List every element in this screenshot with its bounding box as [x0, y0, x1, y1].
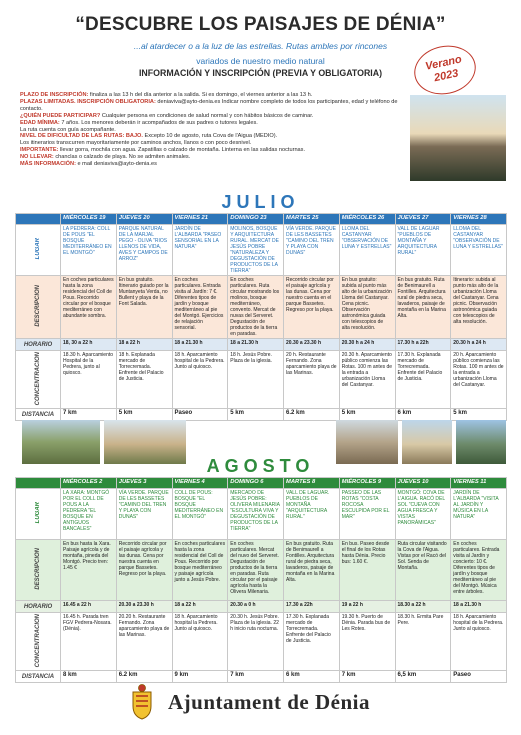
- agosto-descripcion-cell: Recorrido circular por el paisaje agrícola y las dunas. Cena por nuestra cuenta en parque Bassetes. Regreso por la playa.: [116, 540, 172, 601]
- info-line: [20, 120, 400, 127]
- info-value: e mail deniaviva@ayto-denia.es: [75, 161, 157, 168]
- julio-concentracion-cell: 20.30 h. Aparcamiento público comienza las Rotas. 100 m antes de la entrada a urbanización Lloma del Castanyar.: [339, 351, 395, 409]
- julio-row-lugar: [16, 225, 507, 276]
- julio-horario-cell: 18, 30 a 22 h: [61, 339, 117, 351]
- agosto-concentracion-cell: 18 h. Aparcamiento hospital de la Pedrera. Junto al quiosco.: [451, 613, 507, 671]
- info-value: Los itinerarios transcurren mayoritariamente por caminos anchos, llanos o con poco desnivel.: [20, 140, 252, 147]
- agosto-lugar-cell: MONTGÓ: COVA DE L'AIGUA. RACÓ DEL SOL "CUEVA CON AGUA FRESCA Y VISTAS PANORÁMICAS": [395, 489, 451, 540]
- julio-distancia-cell: Paseo: [172, 409, 228, 421]
- agosto-row-distancia: [16, 671, 507, 683]
- row-label-text: CONCENTRACIÓN: [35, 352, 41, 406]
- row-label: [16, 276, 61, 339]
- row-label-text: DISTANCIA: [21, 673, 55, 680]
- julio-horario-cell: 20.30 a 23.30 h: [284, 339, 340, 351]
- agosto-distancia-cell: 7 km: [228, 671, 284, 683]
- agosto-horario-cell: 20.30 a 23.30 h: [116, 601, 172, 613]
- julio-lugar-cell: VALL DE LAGUAR "PUEBLOS DE MONTAÑA Y ARQUITECTURA RURAL": [395, 225, 451, 276]
- row-label-text: CONCENTRACIÓN: [35, 614, 41, 668]
- agosto-distancia-cell: 8 km: [61, 671, 117, 683]
- agosto-lugar-cell: JARDÍN DE L'ALBARDA "VISITA AL JARDÍN Y MÚSICA EN LA NATURA": [451, 489, 507, 540]
- julio-horario-cell: 18 a 21.30 h: [172, 339, 228, 351]
- agosto-days-cell: MIÉRCOLES 2: [61, 478, 117, 489]
- row-label: [16, 351, 61, 409]
- julio-concentracion-cell: 20 h. Restaurante Fernando. Zona aparcamiento playa de las Marinas.: [284, 351, 340, 409]
- agosto-descripcion-cell: Ruta circular visitando la Cova de l'Aigua. Vistas por el Racó del Sol. Senda de Montaña.: [395, 540, 451, 601]
- julio-distancia-cell: 5 km: [116, 409, 172, 421]
- julio-days-cell: MIÉRCOLES 26: [339, 214, 395, 225]
- julio-distancia-cell: 5 km: [451, 409, 507, 421]
- julio-concentracion-cell: 18.30 h. Aparcamiento Hospital de la Pedrera, junto al quiosco.: [61, 351, 117, 409]
- info-block: [20, 92, 400, 168]
- julio-distancia-cell: 6.2 km: [284, 409, 340, 421]
- julio-horario-cell: 20.30 h a 24 h: [339, 339, 395, 351]
- agosto-distancia-cell: Paseo: [451, 671, 507, 683]
- julio-lugar-cell: VÍA VERDE. PARQUE DE LES BASSETES "CAMINO DEL TREN Y PLAYA CON DUNAS": [284, 225, 340, 276]
- info-value: Cualquier persona en condiciones de salud normal y con hábitos básicos de caminar.: [100, 112, 314, 119]
- month-julio-heading: JULIO: [221, 192, 300, 212]
- agosto-row-concentracion: [16, 613, 507, 671]
- agosto-days-cell: MARTES 8: [284, 478, 340, 489]
- julio-horario-cell: 18 a 21.30 h: [228, 339, 284, 351]
- page-title: “DESCUBRE LOS PAISAJES DE DÉNIA”: [75, 14, 446, 35]
- julio-row-concentracion: [16, 351, 507, 409]
- julio-days-cell: VIERNES 21: [172, 214, 228, 225]
- agosto-descripcion-cell: En bus hasta la Xara. Paisaje agrícola y de montaña, pineda del Montgó. Precio tren: 1.45 €: [61, 540, 117, 601]
- info-line: [20, 99, 400, 113]
- info-key: IMPORTANTE:: [20, 147, 59, 154]
- julio-concentracion-cell: 18 h. Explanada mercado de Torrecremada. Enfrente del Palacio de Justicia.: [116, 351, 172, 409]
- julio-distancia-cell: 5 km: [339, 409, 395, 421]
- julio-lugar-cell: JARDÍN DE L'ALBARDA "PASEO SENSORIAL EN LA NATURA": [172, 225, 228, 276]
- julio-concentracion-cell: 18 h. Aparcamiento hospital de la Pedrera. Junto al quiosco.: [172, 351, 228, 409]
- agosto-distancia-cell: 6,5 km: [395, 671, 451, 683]
- julio-days-cell: DOMINGO 23: [228, 214, 284, 225]
- agosto-descripcion-cell: En bus gratuito. Ruta de Benimaurell a Fontilles. Arquitectura rural de piedra seca, lavaderos, paisaje de montaña en la Marina Alta.: [284, 540, 340, 601]
- agosto-row-lugar: [16, 489, 507, 540]
- julio-descripcion-cell: Recorrido circular por el paisaje agrícola y las dunas. Cena por nuestro cuenta en el parque Bassetes. Regreso por la playa.: [284, 276, 340, 339]
- julio-descripcion-cell: En coches particulares hasta la zona residencial del Coll de Pous. Recorrido circular por el bosque mediterráneo con abundante sombra.: [61, 276, 117, 339]
- julio-distancia-cell: 6 km: [395, 409, 451, 421]
- info-key: MÁS INFORMACIÓN:: [20, 161, 76, 168]
- info-line: [20, 147, 400, 154]
- agosto-days-cell: DOMINGO 6: [228, 478, 284, 489]
- row-label: [16, 225, 61, 276]
- julio-horario-cell: 20.30 h a 24 h: [451, 339, 507, 351]
- info-value: La ruta cuenta con guía acompañante.: [20, 126, 116, 133]
- agosto-concentracion-cell: 16.45 h. Parada tren FGV Pedrera-Nosara. (Dénia).: [61, 613, 117, 671]
- julio-lugar-cell: MOLINOS, BOSQUE Y ARQUITECTURA RURAL. MERCAT DE JESÚS POBRE "NATURALEZA Y DEGUSTACIÓN DE PRODUCTOS DE LA TIERRA": [228, 225, 284, 276]
- julio-concentracion-cell: 20 h. Aparcamiento público comienza las Rotas. 100 m antes de la entrada a urbanización Lloma del Castanyar.: [451, 351, 507, 409]
- agosto-days-cell: JUEVES 10: [395, 478, 451, 489]
- julio-row-descripcion: [16, 276, 507, 339]
- info-key: ¿QUIÉN PUEDE PARTICIPAR?: [20, 112, 101, 119]
- info-line: [20, 161, 400, 168]
- agosto-horario-cell: 19 a 22 h: [339, 601, 395, 613]
- julio-concentracion-cell: 17.30 h. Explanada mercado de Torrecremada. Enfrente del Palacio de Justicia.: [395, 351, 451, 409]
- info-value: deniaviva@ayto-denia.es Indicar nombre completo de todos los participantes, edad y teléfono de contacto.: [20, 98, 398, 112]
- info-key: PLAZAS LIMITADAS. INSCRIPCIÓN OBLIGATORIA:: [20, 98, 156, 105]
- agosto-days-cell: VIERNES 4: [172, 478, 228, 489]
- info-value: finaliza a las 13 h del día anterior a la salida. Si es domingo, el viernes anterior a las 13 h.: [88, 92, 313, 98]
- row-label: [16, 540, 61, 601]
- julio-days-cell: JUEVES 27: [395, 214, 451, 225]
- agosto-lugar-cell: VALL DE LAGUAR. PUEBLOS DE MONTAÑA "ARQUITECTURA RURAL": [284, 489, 340, 540]
- agosto-descripcion-cell: En coches particulares. Entrada visita al Jardín y concierto: 10 €. Diferentes tipos de jardín y bosque mediterráneo al pie del Montgó. Música entre árboles.: [451, 540, 507, 601]
- info-value: 7 años. Los menores deberán ir acompañados de sus padres o tutores legales.: [59, 119, 258, 126]
- info-line: [20, 140, 400, 147]
- agosto-descripcion-cell: En coches particulares. Mercat del nuvo del Serveret. Degustación de productos de la tierra en paradas. Ruta circular por el paisaje agrícola hasta la Olivera Milenaria.: [228, 540, 284, 601]
- julio-descripcion-cell: En bus gratuito: subida al punto más alto de la urbanización Lloma del Castanyar. Cena picnic. Observación astronómica guiada con telescopios de alta resolución.: [339, 276, 395, 339]
- agosto-horario-cell: 18.30 a 22 h: [395, 601, 451, 613]
- julio-descripcion-cell: Itinerario: subida al punto más alto de la urbanización Lloma del Castanyar. Cena picnic. Observación astronómica guiada con telescopios de alta resolución.: [451, 276, 507, 339]
- agosto-descripcion-cell: En bus. Paseo desde el final de los Rotas hasta Dénia. Precio bus: 1.60 €.: [339, 540, 395, 601]
- julio-horario-cell: 17.30 h a 22h: [395, 339, 451, 351]
- row-label: [16, 214, 61, 225]
- row-label: [16, 601, 61, 613]
- row-label-text: DESCRIPCIÓN: [35, 548, 41, 590]
- info-line: [20, 113, 400, 120]
- agosto-lugar-cell: VÍA VERDE. PARQUE DE LES BASSETES "CAMINO DEL TREN Y PLAYA CON DUNAS": [116, 489, 172, 540]
- julio-descripcion-cell: En bus gratuito. Ruta de Benimaurell a Fontilles. Arquitectura rural de piedra seca, lavaderos, paisaje de montaña en la Marina Alta.: [395, 276, 451, 339]
- info-key: NIVEL DE DIFICULTAD DE LAS RUTAS: BAJO.: [20, 133, 143, 140]
- agosto-concentracion-cell: 19.30 h. Puerto de Dénia. Parada bus de Les Rotes.: [339, 613, 395, 671]
- row-label: [16, 613, 61, 671]
- agosto-distancia-cell: 7 km: [339, 671, 395, 683]
- agosto-concentracion-cell: 18 h. Aparcamiento hospital la Pedrera. Junto al quiosco.: [172, 613, 228, 671]
- julio-lugar-cell: LLOMA DEL CASTANYAR "OBSERVACIÓN DE LUNA Y ESTRELLAS": [451, 225, 507, 276]
- agosto-horario-cell: 18 a 22 h: [172, 601, 228, 613]
- agosto-lugar-cell: LA XARA: MONTGÓ POR EL COLL DE POUS A LA PEDRERA "EL BOSQUE EN ANTIGUOS BANCALES": [61, 489, 117, 540]
- row-label: [16, 339, 61, 351]
- agosto-horario-cell: 20.30 a 0 h: [228, 601, 284, 613]
- info-key: NO LLEVAR:: [20, 154, 54, 161]
- julio-days-cell: JUEVES 20: [116, 214, 172, 225]
- julio-lugar-cell: LLOMA DEL CASTANYAR "OBSERVACIÓN DE LUNA Y ESTRELLAS": [339, 225, 395, 276]
- agosto-horario-cell: 17.30 a 22h: [284, 601, 340, 613]
- agosto-row-days: [16, 478, 507, 489]
- julio-lugar-cell: LA PEDRERA: COLL DE POUS "EL BOSQUE MEDITERRÁNEO EN EL MONTGÓ": [61, 225, 117, 276]
- agosto-horario-cell: 16.45 a 22 h: [61, 601, 117, 613]
- month-agosto-heading: AGOSTO: [206, 456, 315, 476]
- agosto-concentracion-cell: 18.30 h. Ermita Pare Pere.: [395, 613, 451, 671]
- agosto-concentracion-cell: 20.20 h. Restaurante Fernando. Zona aparcamiento playa de las Marinas.: [116, 613, 172, 671]
- agosto-descripcion-cell: En coches particulares hasta la zona residencial del Coll de Pous. Recorrido por bosque mediterráneo y paisaje agrícola junto a Jesús Pobre.: [172, 540, 228, 601]
- agosto-lugar-cell: COLL DE POUS: BOSQUE "EL BOSQUE MEDITERRÁNEO EN EL MONTGÓ": [172, 489, 228, 540]
- row-label-text: HORARIO: [23, 603, 53, 610]
- julio-days-cell: MARTES 25: [284, 214, 340, 225]
- info-line: [20, 133, 400, 140]
- julio-days-cell: MIÉRCOLES 19: [61, 214, 117, 225]
- row-label: [16, 478, 61, 489]
- row-label-text: LUGAR: [35, 502, 41, 524]
- agosto-distancia-cell: 9 km: [172, 671, 228, 683]
- subtitle-line1: ...al atardecer o a la luz de las estrellas. Rutas ambles por rincones: [133, 41, 388, 51]
- sunset-photo: [410, 95, 506, 181]
- agosto-days-cell: VIERNES 11: [451, 478, 507, 489]
- row-label-text: LUGAR: [35, 238, 41, 260]
- agosto-concentracion-cell: 17.30 h. Explanada mercado de Torrecremada. Enfrente del Palacio de Justicia.: [284, 613, 340, 671]
- row-label-text: DESCRIPCIÓN: [35, 285, 41, 327]
- julio-distancia-cell: 5 km: [228, 409, 284, 421]
- row-label-text: HORARIO: [23, 341, 53, 348]
- agosto-lugar-cell: MERCADO DE JESÚS POBRE: OLIVERA MILENARIA "ESCULTURA VIVA Y DEGUSTACIÓN DE PRODUCTOS DE LA TIERRA": [228, 489, 284, 540]
- agosto-concentracion-cell: 20.30 h. Jesús Pobre. Plaza de la iglesia. 22 h inicio ruta nocturna.: [228, 613, 284, 671]
- info-value: chanclas o calzado de playa. No se admiten animales.: [53, 154, 191, 161]
- agosto-horario-cell: 18 a 21.30 h: [451, 601, 507, 613]
- info-key: EDAD MÍNIMA:: [20, 119, 60, 126]
- agosto-row-descripcion: [16, 540, 507, 601]
- agosto-days-cell: MIÉRCOLES 9: [339, 478, 395, 489]
- julio-lugar-cell: PARQUE NATURAL DE LA MARJAL PEGO - OLIVA "RIOS LLENOS DE VIDA, AVES Y CAMPOS DE ARROZ": [116, 225, 172, 276]
- agosto-lugar-cell: PASSEO DE LAS ROTAS "COSTA ROCOSA ESCULPIDA POR EL MAR": [339, 489, 395, 540]
- julio-descripcion-cell: En bus gratuito. Itinerario guiado por la Muntanyeta Verda, no Bullent y playa de la Font Salada.: [116, 276, 172, 339]
- agosto-distancia-cell: 6 km: [284, 671, 340, 683]
- julio-row-horario: [16, 339, 507, 351]
- row-label-text: DISTANCIA: [21, 411, 55, 418]
- agosto-schedule-table: [15, 477, 507, 683]
- julio-horario-cell: 18 a 22 h: [116, 339, 172, 351]
- julio-descripcion-cell: En coches particulares. Entrada visita al Jardín: 7 €. Diferentes tipos de jardín y bosque mediterráneo al pie del Montgó. Ejercicios de relajación sensorial.: [172, 276, 228, 339]
- agosto-distancia-cell: 6.2 km: [116, 671, 172, 683]
- julio-schedule-table: [15, 213, 507, 421]
- info-line: [20, 92, 400, 99]
- info-key: PLAZO DE INSCRIPCIÓN:: [20, 92, 89, 98]
- info-value: Excepto 10 de agosto, ruta Cova de l'Aigua (MEDIO).: [142, 133, 278, 140]
- row-label: [16, 671, 61, 683]
- ajuntament-logo-text: Ajuntament de Dénia: [168, 690, 370, 714]
- julio-concentracion-cell: 18 h. Jesús Pobre. Plaza de la iglesia.: [228, 351, 284, 409]
- julio-days-cell: VIERNES 28: [451, 214, 507, 225]
- ajuntament-crest-icon: [129, 684, 155, 720]
- julio-descripcion-cell: En coches particulares. Ruta circular mostrando los molinos, bosque mediterráneo, convento. Mercat de nuvas del Serveret. Degustación de productos de la tierra en paradas.: [228, 276, 284, 339]
- agosto-row-horario: [16, 601, 507, 613]
- verano-2023-stamp: Verano 2023: [410, 40, 481, 100]
- julio-row-days: [16, 214, 507, 225]
- row-label: [16, 489, 61, 540]
- agosto-days-cell: JUEVES 3: [116, 478, 172, 489]
- info-line: [20, 127, 400, 134]
- info-value: llevar gorra, mochila con agua. Zapatillas o calzado de montaña. Linterna en las salidas nocturnas.: [58, 147, 306, 154]
- subtitle-line2: variados de nuestro medio natural: [196, 56, 325, 66]
- subtitle-line3: INFORMACIÓN Y INSCRIPCIÓN (PREVIA Y OBLIGATORIA): [138, 68, 383, 78]
- julio-distancia-cell: 7 km: [61, 409, 117, 421]
